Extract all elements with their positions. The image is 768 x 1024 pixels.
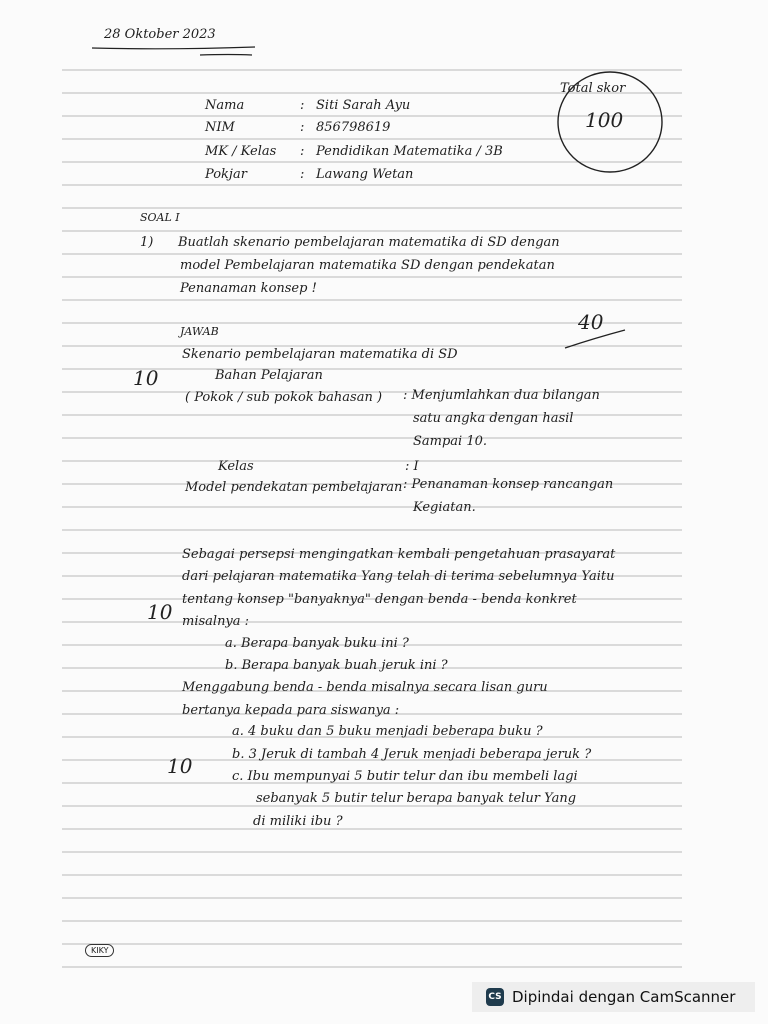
- model-value-line: Kegiatan.: [413, 500, 476, 515]
- part2-line: dari pelajaran matematika Yang telah di terima sebelumnya Yaitu: [182, 569, 615, 584]
- pokok-value-line: : Menjumlahkan dua bilangan: [403, 388, 600, 403]
- part3-line: bertanya kepada para siswanya :: [182, 703, 400, 718]
- camscanner-watermark: [472, 982, 755, 1012]
- identity-sep-pokjar: :: [300, 167, 305, 182]
- answer-title: Skenario pembelajaran matematika di SD: [182, 347, 458, 362]
- total-score-value: 100: [585, 108, 624, 132]
- pokok-value-line: satu angka dengan hasil: [413, 411, 574, 426]
- part2-score: 10: [147, 600, 173, 624]
- pokok-value-line: Sampai 10.: [413, 434, 488, 449]
- identity-label-nim: NIM: [205, 120, 235, 135]
- question-line: model Pembelajaran matematika SD dengan pendekatan: [180, 258, 555, 273]
- part2-line: tentang konsep "banyaknya" dengan benda - benda konkret: [182, 592, 577, 607]
- part1-score: 10: [133, 366, 159, 390]
- identity-sep-nim: :: [300, 120, 305, 135]
- part3-item: c. Ibu mempunyai 5 butir telur dan ibu membeli lagi: [232, 769, 578, 784]
- part3-item: a. 4 buku dan 5 buku menjadi beberapa buku ?: [232, 724, 543, 739]
- question-line: Buatlah skenario pembelajaran matematika di SD dengan: [178, 235, 560, 250]
- part2-line: Sebagai persepsi mengingatkan kembali pengetahuan prasayarat: [182, 547, 616, 562]
- part3-item: sebanyak 5 butir telur berapa banyak telur Yang: [256, 791, 577, 806]
- part2-line: misalnya :: [182, 614, 250, 629]
- answer-heading: JAWAB: [180, 325, 219, 338]
- section-heading: SOAL I: [140, 211, 180, 224]
- camscanner-logo-icon: CS: [486, 988, 504, 1006]
- identity-value-mk: Pendidikan Matematika / 3B: [316, 144, 503, 159]
- part3-item: di miliki ibu ?: [253, 814, 343, 829]
- part2-item: b. Berapa banyak buah jeruk ini ?: [225, 658, 448, 673]
- pokok-label: ( Pokok / sub pokok bahasan ): [185, 390, 383, 405]
- part3-item: b. 3 Jeruk di tambah 4 Jeruk menjadi beberapa jeruk ?: [232, 747, 592, 762]
- identity-label-pokjar: Pokjar: [205, 167, 247, 182]
- question-line: Penanaman konsep !: [180, 281, 317, 296]
- part3-score: 10: [167, 754, 193, 778]
- kiky-tag: KIKY: [85, 944, 114, 957]
- identity-value-nama: Siti Sarah Ayu: [316, 98, 411, 113]
- identity-label-mk: MK / Kelas: [205, 144, 277, 159]
- identity-value-pokjar: Lawang Wetan: [316, 167, 414, 182]
- kelas-label: Kelas: [218, 459, 254, 474]
- identity-value-nim: 856798619: [316, 120, 391, 135]
- kelas-value: : I: [405, 459, 419, 474]
- question-number: 1): [140, 235, 154, 250]
- identity-sep-nama: :: [300, 98, 305, 113]
- part3-line: Menggabung benda - benda misalnya secara lisan guru: [182, 680, 548, 695]
- date-heading: 28 Oktober 2023: [104, 27, 216, 42]
- model-value-line: : Penanaman konsep rancangan: [403, 477, 614, 492]
- identity-sep-mk: :: [300, 144, 305, 159]
- part2-item: a. Berapa banyak buku ini ?: [225, 636, 409, 651]
- identity-label-nama: Nama: [205, 98, 245, 113]
- bahan-label: Bahan Pelajaran: [215, 368, 323, 383]
- total-score-label: Total skor: [560, 81, 626, 96]
- camscanner-text: Dipindai dengan CamScanner: [512, 988, 736, 1006]
- model-label: Model pendekatan pembelajaran: [185, 480, 403, 495]
- answer-score: 40: [578, 310, 604, 334]
